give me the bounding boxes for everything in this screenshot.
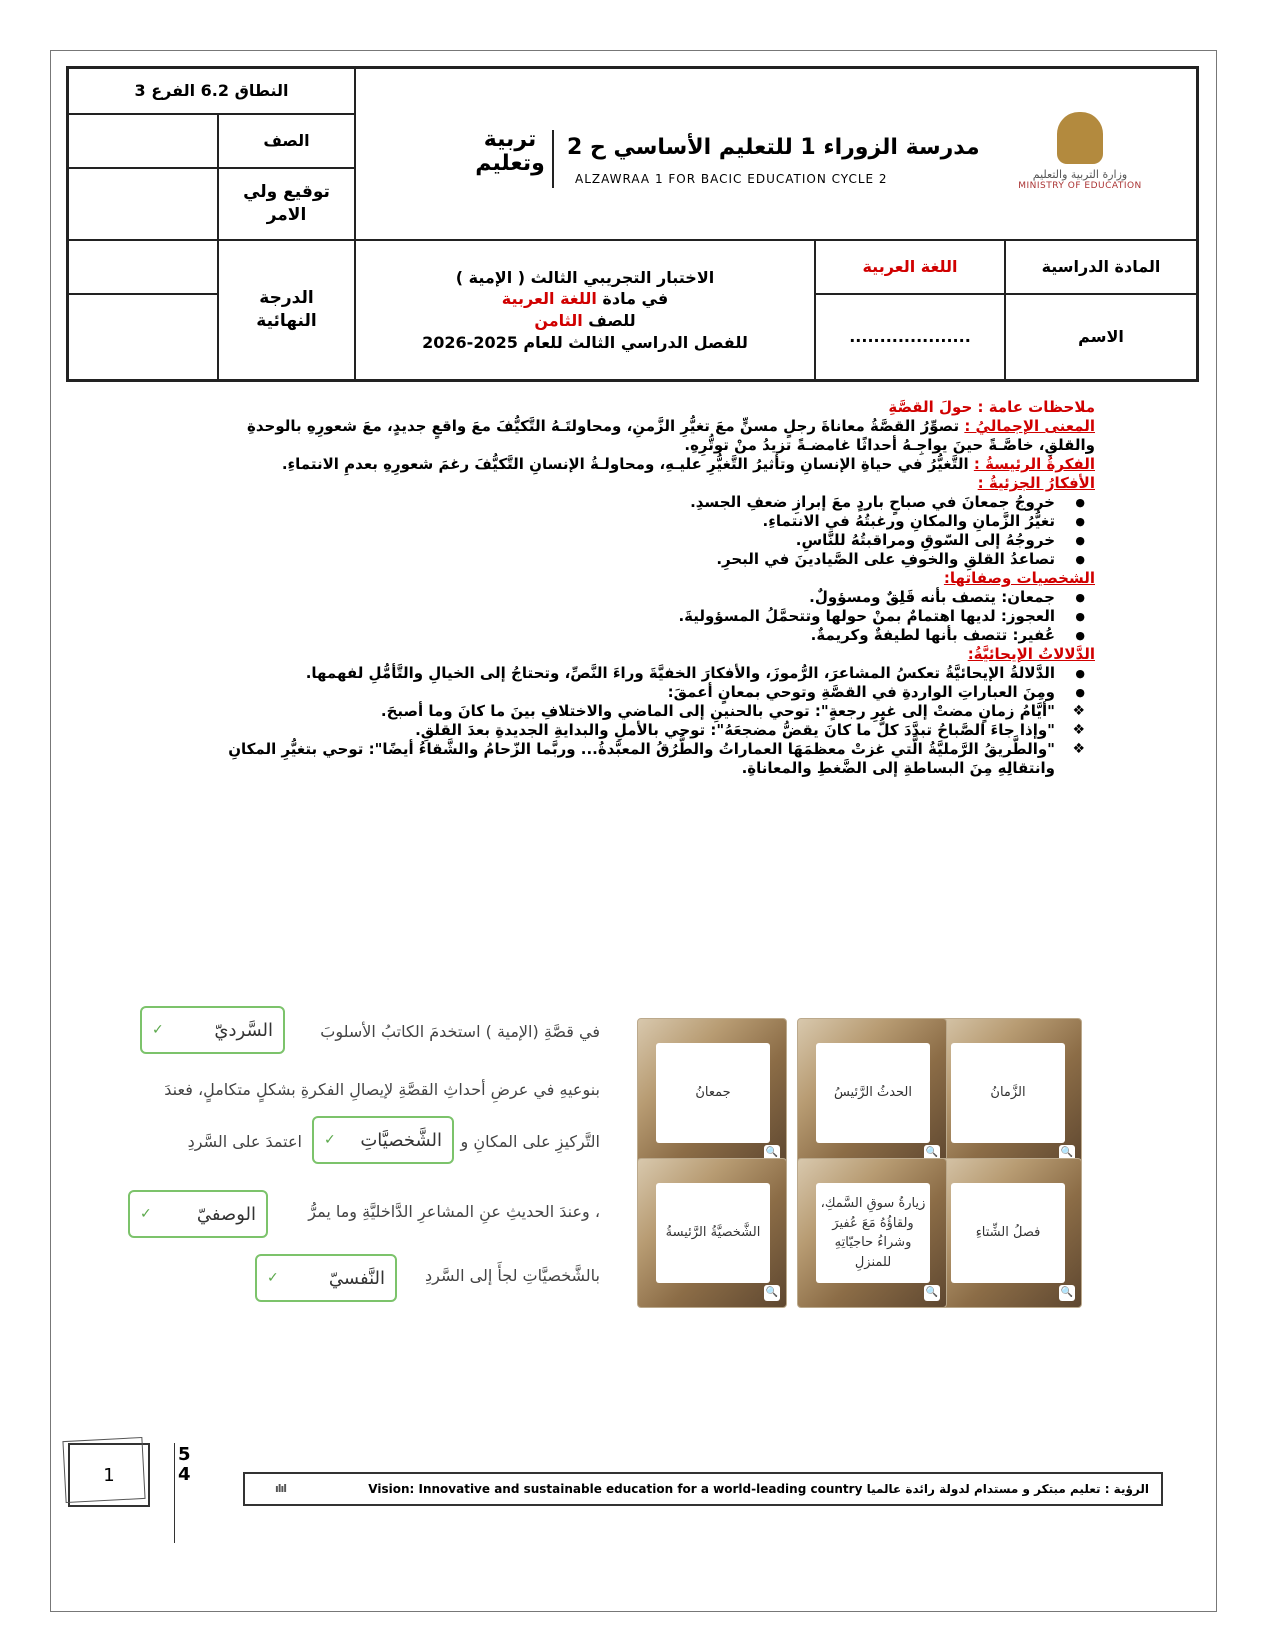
connotations-heading: الدَّلالاتُ الإيحائيَّةُ: <box>967 645 1095 663</box>
form-stamp: 5 4 <box>178 1444 191 1485</box>
list-item: ● ومِنَ العباراتِ الواردةِ في القصَّةِ وتوحي بمعانٍ أعمقَ: <box>190 683 1055 702</box>
worksheet-line-5: بالشَّخصيَّاتِ لجأَ إلى السَّردِ <box>425 1266 600 1285</box>
vision-bar <box>243 1472 1163 1506</box>
guardian-sig-label: توقيع ولي الامر <box>218 168 355 240</box>
list-item: ● تصاعدُ القلقِ والخوفِ على الصَّيادينَ في البحرِ. <box>190 550 1055 569</box>
grade-value-bottom[interactable] <box>68 294 218 380</box>
card-label: الحدثُ الرَّئيسُ <box>816 1043 930 1143</box>
zoom-icon[interactable]: 🔍 <box>764 1285 780 1301</box>
subject-value: اللغة العربية <box>815 240 1005 294</box>
list-item: ● الدَّلالةُ الإيحائيَّةُ تعكسُ المشاعرَ، الرُّموزَ، والأفكارَ الخفيَّةَ وراءَ النَّصِّ، وتحتاجُ إلى الخيالِ والتَّأمُّلِ لفهمها. <box>190 664 1055 683</box>
characters-heading: الشخصيات وصفاتها: <box>943 569 1095 587</box>
card-label: الزَّمانُ <box>951 1043 1065 1143</box>
school-name-ar: مدرسة الزوراء 1 للتعليم الأساسي ح 2 <box>567 135 980 160</box>
exam-title-3: للصف الثامن <box>534 311 636 330</box>
check-icon: ✓ <box>152 1022 164 1038</box>
zoom-icon[interactable]: 🔍 <box>924 1285 940 1301</box>
vision-text: الرؤية : تعليم مبتكر و مستدام لدولة رائدة عالميا Vision: Innovative and sustainable education for a world-leading country <box>368 1482 1149 1496</box>
quote-item: ❖ "أيَّامُ زمانٍ مضتْ إلى غيرِ رجعةٍ": توحي بالحنينِ إلى الماضي والاختلافِ بينَ ما كانَ وما أصبحَ. <box>190 702 1055 721</box>
emblem-icon <box>1057 112 1103 164</box>
card-label: جمعانُ <box>656 1043 770 1143</box>
story-card[interactable] <box>932 1018 1082 1168</box>
story-card[interactable] <box>797 1158 947 1308</box>
exam-title-1: الاختبار التجريبي الثالث ( الإمية ) <box>455 267 715 287</box>
worksheet-line-3a: التَّركيزِ على المكانِ و <box>460 1132 600 1151</box>
quote-item: ❖ "وإذا جاءَ الصَّباحُ تبدَّدَ كلُّ ما كانَ يقضُّ مضجعَهُ": توحي بالأملِ والبدايةِ الجديدةِ بعدَ القلقِ. <box>190 721 1055 740</box>
card-label: الشَّخصيَّةُ الرَّئيسةُ <box>656 1183 770 1283</box>
tarbiya-logo: تربية وتعليم <box>475 127 545 177</box>
footer-divider <box>174 1443 175 1543</box>
exam-title-2: في مادة اللغة العربية <box>501 289 669 309</box>
zoom-icon[interactable]: 🔍 <box>924 1145 940 1161</box>
connotations-list <box>190 664 1095 778</box>
check-icon: ✓ <box>324 1132 336 1148</box>
name-field[interactable]: .................... <box>815 294 1005 380</box>
quote-item: ❖ "والطَّريقُ الرَّمليَّةُ الَّتي غزتْ معظمَهَا العماراتُ والطُّرُقُ المعبَّدةُ... وربَّما الزّحامُ والشَّقاءُ أيضًا": توحي بتغيُّرِ المكانِ وانتقالِهِ مِنَ البساطةِ إلى الضَّغطِ والمعاناةِ. <box>190 740 1055 778</box>
answer-box-1[interactable]: السَّرديّ ✓ <box>140 1006 285 1054</box>
story-card[interactable] <box>932 1158 1082 1308</box>
grade-value-top[interactable] <box>68 240 218 294</box>
story-card[interactable] <box>797 1018 947 1168</box>
list-item: ● جمعان: يتصف بأنه قَلِقٌ ومسؤولٌ. <box>190 588 1055 607</box>
ministry-name-en: MINISTRY OF EDUCATION <box>1018 181 1142 191</box>
guardian-sig-value[interactable] <box>68 168 218 240</box>
list-item: ● عُفير: تتصف بأنها لطيفةٌ وكريمةٌ. <box>190 626 1055 645</box>
signature-logo-icon: ılıl <box>275 1482 287 1495</box>
list-item: ● العجوز: لديها اهتمامٌ بمنْ حولها وتتحمَّلُ المسؤوليةَ. <box>190 607 1055 626</box>
page-number: 1 <box>68 1443 150 1507</box>
name-label: الاسم <box>1005 294 1197 380</box>
notes-section <box>190 398 1095 778</box>
list-item: ● خروجُهُ إلى السّوقِ ومراقبتُهُ للنَّاسِ. <box>190 531 1055 550</box>
ministry-logo <box>1005 112 1155 191</box>
check-icon: ✓ <box>267 1270 279 1286</box>
zoom-icon[interactable]: 🔍 <box>1059 1285 1075 1301</box>
subject-label: المادة الدراسية <box>1005 240 1197 294</box>
characters-list <box>190 588 1095 645</box>
list-item: ● خروجُ جمعانَ في صباحٍ باردٍ معَ إبرازِ ضعفِ الجسدِ. <box>190 493 1055 512</box>
worksheet-line-4: ، وعندَ الحديثِ عنِ المشاعرِ الدَّاخليَّةِ وما يمرُّ <box>308 1202 600 1221</box>
sub-ideas-list <box>190 493 1095 569</box>
answer-box-4[interactable]: النَّفسيّ ✓ <box>255 1254 397 1302</box>
zoom-icon[interactable]: 🔍 <box>764 1145 780 1161</box>
range-cell: النطاق 6.2 الفرع 3 <box>68 68 355 114</box>
answer-box-3[interactable]: الوصفيّ ✓ <box>128 1190 268 1238</box>
card-label: فصلُ الشِّتاءِ <box>951 1183 1065 1283</box>
general-notes-heading: ملاحظات عامة : حولَ القصَّةِ <box>888 398 1095 416</box>
check-icon: ✓ <box>140 1206 152 1222</box>
zoom-icon[interactable]: 🔍 <box>1059 1145 1075 1161</box>
exam-title-4: للفصل الدراسي الثالث للعام 2025-2026 <box>422 332 748 352</box>
overall-meaning: المعنى الإجماليُ : تصوِّرُ القصَّةُ معاناةَ رجلٍ مسنٍّ معَ تغيُّرِ الزَّمنِ، ومحاولتَـهُ التَّكيُّفَ معَ واقعٍ جديدٍ، معَ شعورِهِ بالوحدةِ والقلقِ، خاصَّـةً حينَ يواجِـهُ أحداثًا غامضـةً تزيدُ منْ توتُّرِهِ. <box>247 417 1095 454</box>
sub-ideas-heading: الأفكارُ الجزئيةُ : <box>977 474 1095 492</box>
worksheet-line-3b: اعتمدَ على السَّردِ <box>187 1132 302 1151</box>
story-card[interactable] <box>637 1158 787 1308</box>
school-name-en: ALZAWRAA 1 FOR BACIC EDUCATION CYCLE 2 <box>575 172 888 186</box>
ministry-name-ar: وزارة التربية والتعليم <box>1032 168 1128 181</box>
worksheet-line-1: في قصَّةِ (الإمية ) استخدمَ الكاتبُ الأسلوبَ <box>320 1022 600 1041</box>
class-value-cell[interactable] <box>68 114 218 168</box>
logo-separator <box>552 130 554 188</box>
card-label: زيارةُ سوقِ السَّمكِ، ولقاؤُهُ مَعَ عُفيرَ وشراءُ حاجيّاتِهِ للمنزلِ <box>816 1183 930 1283</box>
list-item: ● تغيُّرُ الزَّمانِ والمكانِ ورغبتُهُ في الانتماءِ. <box>190 512 1055 531</box>
worksheet-line-2: بنوعيهِ في عرضِ أحداثِ القصَّةِ لإيصالِ الفكرةِ بشكلٍ متكاملٍ، فعندَ <box>164 1080 600 1099</box>
story-card[interactable] <box>637 1018 787 1168</box>
final-grade-label: الدرجة النهائية <box>218 240 355 380</box>
answer-box-2[interactable]: الشَّخصيَّاتِ ✓ <box>312 1116 454 1164</box>
fill-blank-worksheet <box>130 998 600 1298</box>
main-idea: الفكرةُ الرئيسةُ : التَّغيُّرُ في حياةِ الإنسانِ وتأثيرُ التَّغيُّرِ عليـهِ، ومحاولـةُ الإنسانِ التَّكيُّفَ رغمَ شعورِهِ بعدمِ الانتماءِ. <box>281 455 1095 473</box>
exam-title-cell <box>355 240 815 380</box>
class-label: الصف <box>218 114 355 168</box>
